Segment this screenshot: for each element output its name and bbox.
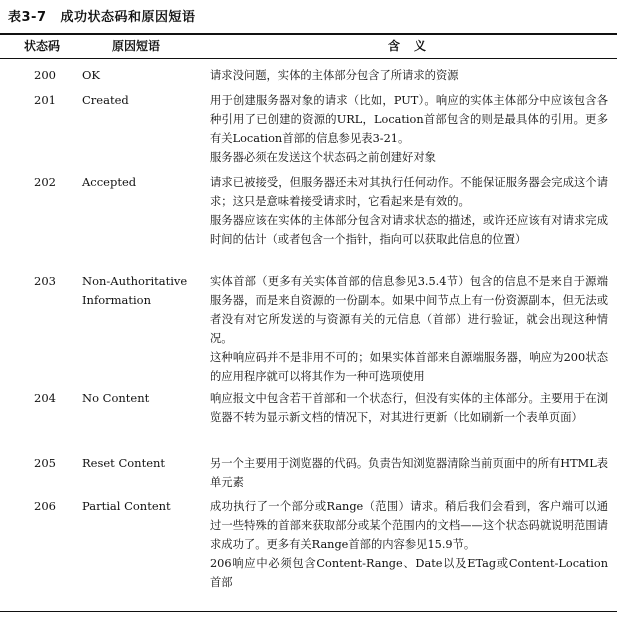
meaning-paragraph: 这种响应码并不是非用不可的；如果实体首部来自源端服务器，响应为200状态的应用程序就可以将其作为一种可选项使用 <box>210 351 608 383</box>
meaning-paragraph: 请求没问题，实体的主体部分包含了所请求的资源 <box>210 69 459 82</box>
table-caption <box>8 6 196 25</box>
status-code-cell: 201 <box>34 93 56 107</box>
reason-phrase-cell: OK <box>82 68 101 82</box>
table-header-rule <box>0 58 617 59</box>
meaning-paragraph: 响应报文中包含若干首部和一个状态行，但没有实体的主体部分。主要用于在浏览器不转为显示新文档的情况下，对其进行更新（比如刷新一个表单页面） <box>210 392 608 424</box>
meaning-paragraph: 成功执行了一个部分或Range（范围）请求。稍后我们会看到，客户端可以通过一些特殊的首部来获取部分或某个范围内的文档——这个状态码就说明范围请求成功了。更多有关Range首部的内容参见15.9节。 <box>210 500 608 551</box>
table-title: 成功状态码和原因短语 <box>60 10 196 25</box>
reason-phrase-cell: Created <box>82 93 129 107</box>
meaning-cell <box>210 454 608 492</box>
status-code-cell: 202 <box>34 175 56 189</box>
meaning-cell <box>210 389 608 427</box>
meaning-paragraph: 206响应中必须包含Content-Range、Date以及ETag或Content-Location首部 <box>210 557 608 589</box>
status-code-cell: 200 <box>34 68 56 82</box>
status-code-cell: 203 <box>34 274 56 288</box>
meaning-paragraph: 用于创建服务器对象的请求（比如，PUT）。响应的实体主体部分中应该包含各种引用了已创建的资源的URL，Location首部包含的则是最具体的引用。更多有关Location首部的信息参见表3-21。 <box>210 94 608 145</box>
reason-phrase-cell: No Content <box>82 391 150 405</box>
header-meaning: 含义 <box>388 39 441 53</box>
meaning-cell <box>210 173 608 249</box>
header-status-code: 状态码 <box>24 39 61 53</box>
meaning-cell <box>210 497 608 592</box>
table-number: 表3-7 <box>8 10 47 25</box>
status-code-cell: 206 <box>34 499 56 513</box>
table-bottom-rule <box>0 611 617 612</box>
reason-phrase-cell: Non-Authoritative Information <box>82 274 188 307</box>
meaning-paragraph: 另一个主要用于浏览器的代码。负责告知浏览器清除当前页面中的所有HTML表单元素 <box>210 457 608 489</box>
meaning-cell <box>210 272 608 386</box>
reason-phrase-cell: Reset Content <box>82 456 166 470</box>
status-code-cell: 205 <box>34 456 56 470</box>
meaning-paragraph: 请求已被接受，但服务器还未对其执行任何动作。不能保证服务器会完成这个请求；这只是意味着接受请求时，它看起来是有效的。 <box>210 176 608 208</box>
meaning-cell <box>210 66 608 85</box>
status-code-cell: 204 <box>34 391 56 405</box>
meaning-paragraph: 服务器必须在发送这个状态码之前创建好对象 <box>210 151 436 164</box>
table-top-rule <box>0 33 617 35</box>
meaning-cell <box>210 91 608 167</box>
meaning-paragraph: 实体首部（更多有关实体首部的信息参见3.5.4节）包含的信息不是来自于源端服务器，而是来自资源的一份副本。如果中间节点上有一份资源副本，但无法或者没有对它所发送的与资源有关的元信息（首部）进行验证，就会出现这种情况。 <box>210 275 608 345</box>
reason-phrase-cell: Partial Content <box>82 499 171 513</box>
header-reason-phrase: 原因短语 <box>112 39 161 53</box>
reason-phrase-cell: Accepted <box>82 175 137 189</box>
meaning-paragraph: 服务器应该在实体的主体部分包含对请求状态的描述，或许还应该有对请求完成时间的估计（或者包含一个指针，指向可以获取此信息的位置） <box>210 214 608 246</box>
